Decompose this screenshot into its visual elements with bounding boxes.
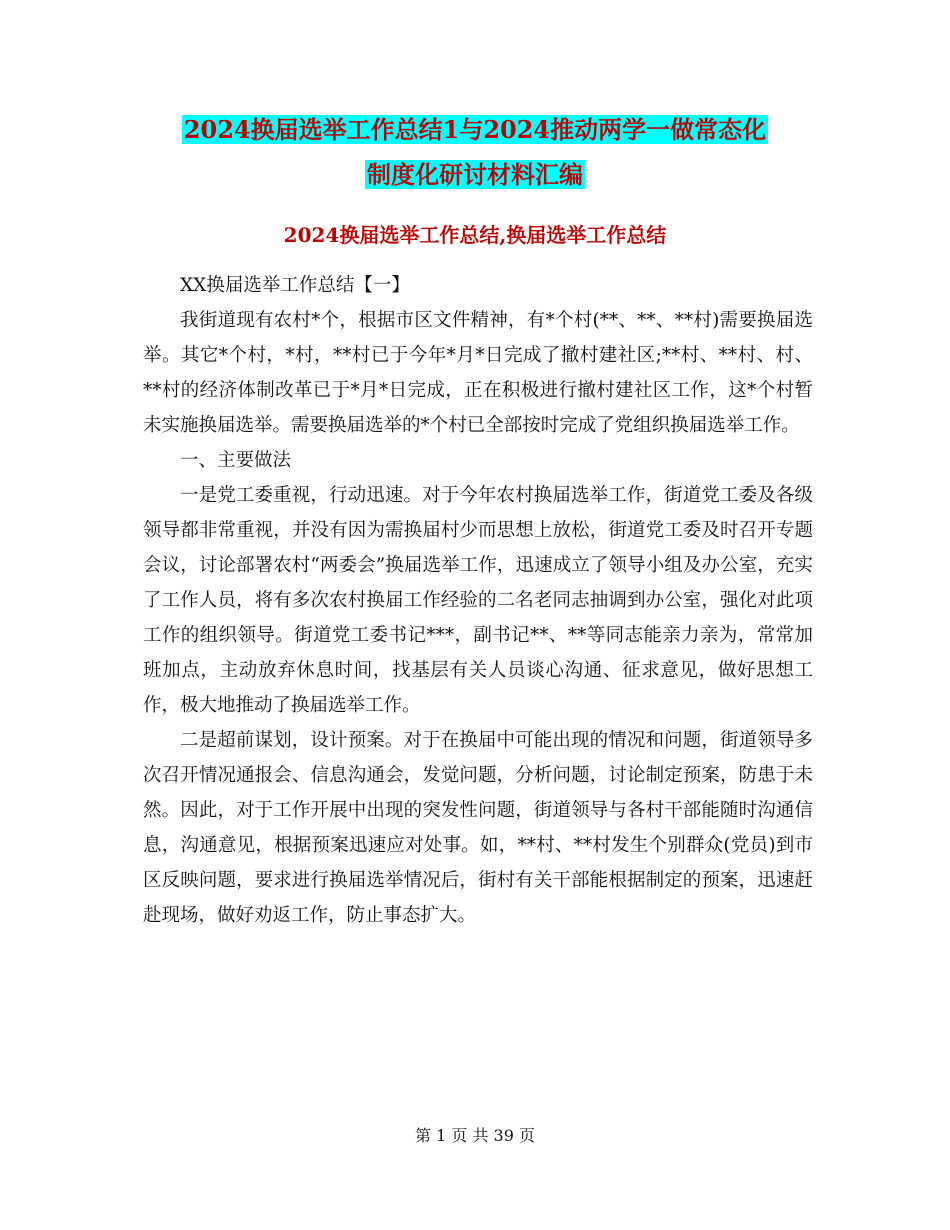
document-title-line-2 — [0, 154, 950, 196]
paragraph: 一、主要做法 — [180, 450, 292, 471]
document-body — [143, 268, 813, 933]
paragraph: 一是党工委重视，行动迅速。对于今年农村换届选举工作，街道党工委及各级领导都非常重视，并没有因为需换届村少而思想上放松，街道党工委及时召开专题会议，讨论部署农村“两委会”换届选举工作，迅速成立了领导小组及办公室，充实了工作人员，将有多次农村换届工作经验的二名老同志抽调到办公室，强化对此项工作的组织领导。街道党工委书记***，副书记**、**等同志能亲力亲为，常常加班加点，主动放弃休息时间，找基层有关人员谈心沟通、征求意见，做好思想工作，极大地推动了换届选举工作。 — [143, 485, 813, 716]
section-heading: 2024换届选举工作总结,换届选举工作总结 — [283, 223, 667, 247]
title-highlight: 制度化研讨材料汇编 — [367, 160, 583, 189]
paragraph: XX换届选举工作总结【一】 — [180, 275, 410, 296]
paragraph: 二是超前谋划，设计预案。对于在换届中可能出现的情况和问题，街道领导多次召开情况通报会、信息沟通会，发觉问题，分析问题，讨论制定预案，防患于未然。因此，对于工作开展中出现的突发性问题，街道领导与各村干部能随时沟通信息，沟通意见，根据预案迅速应对处事。如，**村、**村发生个别群众(党员)到市区反映问题，要求进行换届选举情况后，街村有关干部能根据制定的预案，迅速赶赴现场，做好劝返工作，防止事态扩大。 — [143, 730, 813, 926]
page-footer: 第 1 页 共 39 页 — [415, 1126, 535, 1145]
title-highlight: 2024换届选举工作总结1与2024推动两学一做常态化 — [183, 115, 767, 144]
document-title-line-1 — [0, 109, 950, 151]
paragraph: 我街道现有农村*个，根据市区文件精神，有*个村(**、**、**村)需要换届选举。其它*个村，*村，**村已于今年*月*日完成了撤村建社区;**村、**村、村、**村的经济体制改革已于*月*日完成，正在积极进行撤村建社区工作，这*个村暂未实施换届选举。需要换届选举的*个村已全部按时完成了党组织换届选举工作。 — [143, 310, 813, 436]
